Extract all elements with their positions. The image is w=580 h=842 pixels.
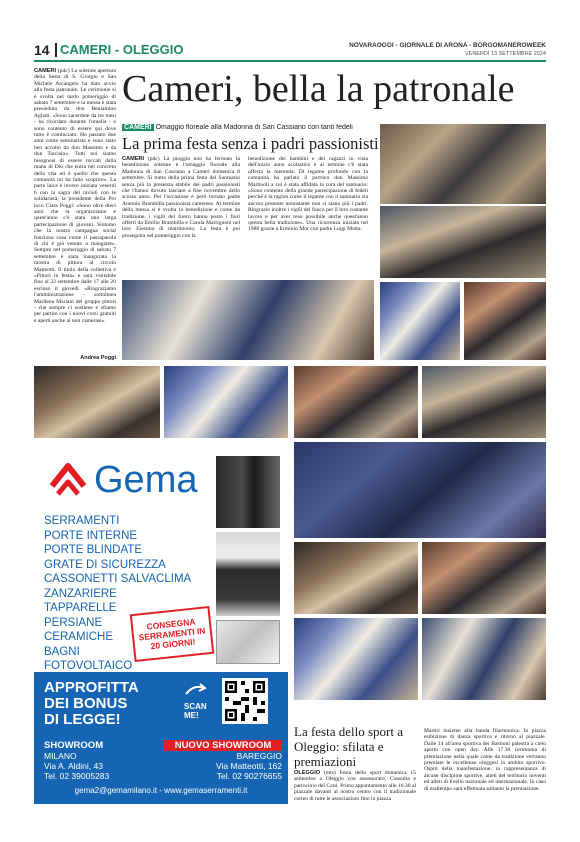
page-number: 14	[34, 42, 50, 58]
photo-dinner-table-4	[422, 618, 546, 700]
photo-diners-4	[422, 366, 546, 438]
ad-promo-panel	[34, 672, 288, 804]
product-item: CERAMICHE	[44, 631, 114, 643]
product-item: PORTE INTERNE	[44, 529, 138, 542]
gema-logo-text: Gema	[94, 459, 198, 501]
qr-code[interactable]	[222, 678, 268, 724]
sub-article	[122, 124, 379, 274]
delivery-badge	[130, 606, 215, 662]
gema-ad	[34, 442, 288, 804]
paper-name: NOVARAOGGI - GIORNALE DI ARONA - BORGOMANEROWEEK	[349, 42, 546, 49]
photo-dinner-table-1	[380, 282, 460, 360]
scan-arrow-icon	[184, 682, 208, 698]
product-item: GRATE DI SICUREZZA	[44, 558, 166, 571]
photo-diners-3	[294, 366, 418, 438]
left-article-body	[34, 68, 116, 324]
photo-dinner-table-3	[294, 618, 418, 700]
scan-me-label: SCAN ME!	[184, 702, 207, 720]
showroom-city: MILANO	[44, 751, 77, 761]
promo-text	[44, 680, 139, 728]
promo-line-3: DI LEGGE!	[44, 711, 121, 728]
new-showroom-city: BAREGGIO	[236, 751, 282, 761]
new-showroom-title: NUOVO SHOWROOM	[164, 740, 282, 751]
gema-logo-mark	[46, 458, 90, 502]
left-article-place: CAMERI	[34, 68, 57, 74]
window-image	[216, 620, 280, 664]
promo-line-1: APPROFITTA	[44, 679, 139, 696]
photo-diners-2	[34, 366, 160, 438]
showroom-address: Via A. Aldini, 43	[44, 761, 103, 771]
sub-article-col1-text: (pdc) La pioggia non ha fermato la benedizione solenne e l'omaggio floreale alla Madonna di San Cassiano a Cameri domenica 8 settembre. Si tratta della prima festa del Santuario senza più la presenza stabile dei padri passionisti che l'hanno dovuto lasciare a fine novembre dello scorso anno. Per l'occasione è però tornato padre Antonio Brambilla passionista camerese. Al termine della messa si è svolta la benedizione e come da tradizione, i vigili del fuoco hanno posto i fiori offerti da Emilio Brambilla e Carola Marrignoni nel loro 35esimo di matrimonio. La festa è poi proseguita nel pomeriggio con la	[122, 156, 240, 239]
photo-procession	[380, 124, 546, 204]
sub-article-kicker-text: Omaggio floreale alla Madonna di San Cassiano con tanti fedeli	[155, 124, 353, 131]
product-item: PORTE BLINDATE	[44, 544, 142, 556]
bottom-article	[294, 706, 546, 806]
photo-friends-2	[422, 542, 546, 614]
header-divider-mark	[55, 43, 57, 57]
product-item: CASSONETTI SALVACLIMA	[44, 573, 192, 585]
door-image	[216, 456, 280, 528]
header-rule	[34, 60, 546, 62]
left-article-author: Andrea Poggi	[34, 355, 116, 361]
product-item: PERSIANE	[44, 616, 103, 629]
page-header	[34, 40, 546, 60]
product-item: BAGNI	[44, 645, 80, 658]
sub-article-col1	[122, 156, 240, 274]
product-item: ZANZARIERE	[44, 587, 117, 600]
left-article	[34, 68, 116, 364]
showroom-title: SHOWROOM	[44, 740, 104, 751]
left-article-text: (pdc) La solenne apertura della Sesta di S. Giorgio e San Michele Arcangelo ha dato avvio alla festa patronale. Le cerimonie si è svolta nel tardo pomeriggio di sabato 7 settembre e la messa è stata presieduta da don Beniamino Agliati. «Sono sacerdote da tre mesi - ha ricordato durante l'omelia - e sono contento di essere qui dove tutto è cominciato. Ho passato due anni come seminarista e sono stato ben accolto da don Massimo e da don Tarcisio». Tutti noi siamo bisognosi di essere toccati dalla mano di Dio che entra nel concreto della vita ed è quello che questa comunità mi ha fatto scoprire». La parte laica è invece iniziata venerdì 6 con la sagra del ravioli con le solidarietà, la presidente della Pro loco Clara Poggi: «Sono oltre dieci anni che la organizziamo e quest'anno c'è stata uno larga partecipazione di giovani. Sintomo che la nostra campagna social funziona cosa come il passaparola di chi è già venuto a mangiare». Sempre nel pomeriggio di sabato 7 settembre è stata inaugurata la mostra di pittura al circolo Matteotti. Il titolo della collettiva è «Pittori in festa» e sarà visitabile fino al 22 settembre dalle 17 alle 20 escluso il giovedì. «Ringraziamo l'amministrazione - sottolinea Marilena Mariani del gruppo pittori - che sempre ci sostiene e sfiamo per partire con i nuovi corsi gratuiti e aperti anche ai non camerasi».	[34, 68, 116, 324]
bottom-article-place: OLEGGIO	[294, 770, 321, 776]
showroom-bareggio	[164, 740, 282, 781]
new-showroom-address: Via Matteotti, 162	[216, 761, 282, 771]
product-item: TAPPARELLE	[44, 602, 117, 614]
sub-article-col1-place: CAMERI	[122, 156, 145, 162]
issue-date: VENERDÌ 13 SETTEMBRE 2024	[464, 51, 546, 57]
ad-footer-contacts[interactable]: gema2@gemamilano.it - www.gemaserramenti.it	[74, 786, 248, 795]
bottom-article-col1	[294, 770, 416, 808]
sub-article-kicker	[122, 124, 368, 131]
photo-diners-1	[464, 282, 546, 360]
new-showroom-phone: Tel. 02 90276655	[216, 771, 282, 781]
gema-logo	[42, 452, 202, 508]
sub-article-title: La prima festa senza i padri passionisti	[122, 134, 379, 153]
bottom-article-col1-text: (mts) Festa dello sport domenica 15 settembre a Oleggio con assessorato, Consulta e patrocinio del Coni. Primo appuntamento alle 16.30 al piazzale davanti al nostro centro con il tradizionale corteo di tutte le associazioni fino in piazza	[294, 770, 416, 802]
bottom-article-col2: Martiri insieme alla banda filarmonica. In piazza esibizione di danza sportiva e ritorno al piazzale. Dalle 14 all'area sportiva dei Bastioni palestra a cielo aperto con open day. Alle 17.30 cerimonia di premiazione nella quale come da tradizione verranno premiate le eccellenze oleggesi in ambito sportivo. Ospiti della manifestazione, in rappresentanza di alcune discipline sportive, atleti del territorio noventi ed atleti di livello nazionale ed internazionale. In caso di maltempo sarà effettuata soltanto la premiazione.	[424, 728, 546, 792]
product-item: SERRAMENTI	[44, 515, 120, 527]
bottom-article-title: La festa dello sport a Oleggio: sfilata e premiazioni	[294, 724, 404, 769]
sub-article-kicker-place: CAMERI	[124, 124, 152, 131]
photo-dinner-table-2	[164, 366, 288, 438]
showroom-milano	[44, 740, 154, 781]
delivery-badge-text: CONSEGNA SERRAMENTI IN 20 GIORNI!	[138, 616, 206, 652]
product-item: FOTOVOLTAICO	[44, 660, 133, 672]
showroom-phone: Tel. 02 39005283	[44, 771, 110, 781]
photo-group	[122, 280, 374, 360]
entrance-image	[216, 532, 280, 616]
photo-friends-1	[294, 542, 418, 614]
photo-dinner-hall	[294, 442, 546, 538]
sub-article-col2: benedizione dei bambini e dei ragazzi in vista dell'inizio anno scolastico e al termine c'è stata offerta la merenda. Di legame profondo con la comunità ha parlato il parroco don Massimo Martinoli a cui è stata affidata la cura del santuario: «Sono contento della grande partecipazione di fedeli perché è la ragion come il legame con il santuario sia ancora presente nonostante non ci siano più i padri. Ringrazio inoltre i vigili del fuoco per il loro costante lavoro e per aver reso possibile anche quest'anno questa bella tradizione». Una ricorrenza iniziata nel 1988 grazie a Erminio Mor con padre Luigi Motta.	[248, 156, 368, 233]
promo-line-2: DEI BONUS	[44, 695, 128, 712]
section-label: CAMERI - OLEGGIO	[60, 42, 184, 57]
photo-ceremony	[380, 206, 546, 278]
main-title: Cameri, bella la patronale	[122, 68, 515, 110]
